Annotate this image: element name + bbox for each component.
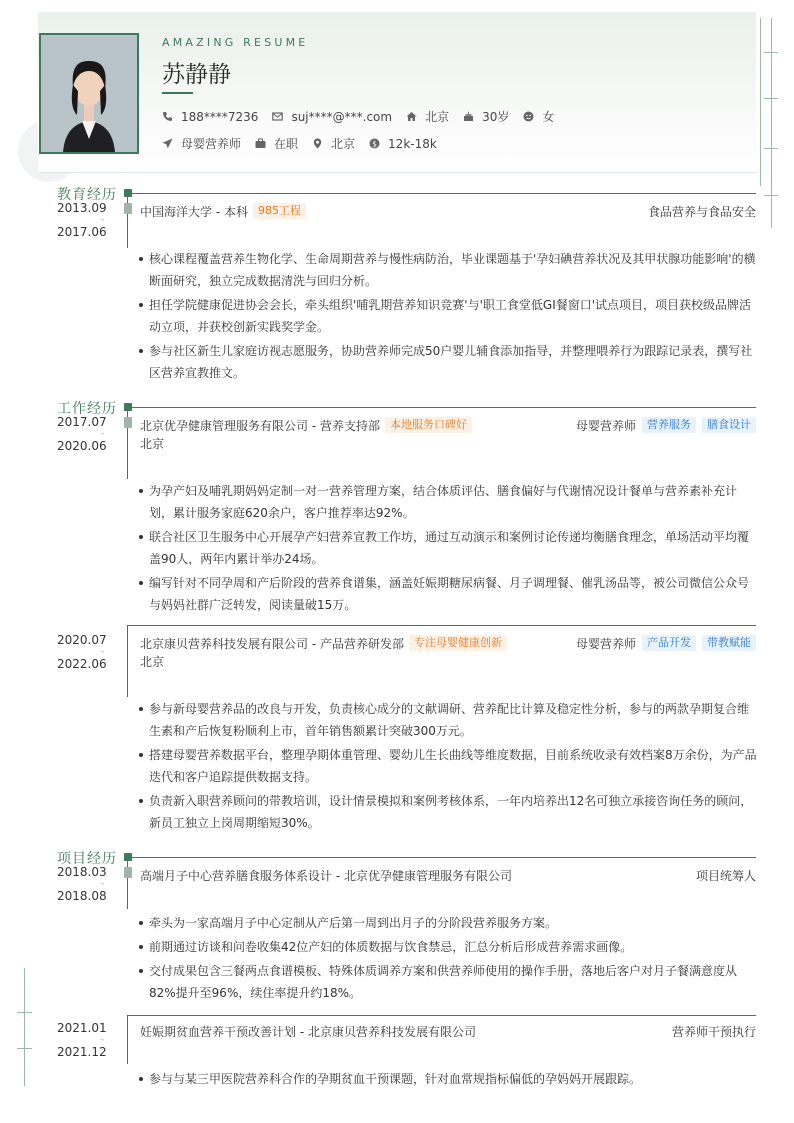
section-divider — [132, 857, 756, 858]
education-entry-header — [140, 202, 756, 220]
salary-item — [369, 137, 437, 151]
list-item: 搭建母婴营养数据平台，整理孕期体重管理、婴幼儿生长曲线等维度数据，目前系统收录有效档案8万余份，为产品迭代和客户追踪提供数据支持。 — [137, 744, 759, 788]
entry-divider — [128, 625, 756, 626]
end-date: 2017.06 — [57, 225, 107, 239]
decor-line — [771, 18, 772, 228]
project-name: 妊娠期贫血营养干预改善计划 - 北京康贝营养科技发展有限公司 — [140, 1024, 476, 1039]
svg-text:$: $ — [372, 139, 377, 149]
work-location: 北京 — [140, 655, 165, 669]
timeline-line — [127, 625, 128, 697]
send-icon — [162, 138, 173, 149]
start-date: 2013.09 — [57, 201, 107, 215]
mail-icon — [272, 111, 283, 122]
list-item: 前期通过访谈和问卷收集42位产妇的体质数据与饮食禁忌，汇总分析后形成营养需求画像。 — [137, 936, 759, 958]
section-marker — [124, 853, 132, 861]
gender-icon — [523, 111, 534, 122]
decor-tick — [17, 1048, 32, 1049]
age-item — [463, 108, 509, 125]
job-intent-text: 母婴营养师 — [181, 137, 242, 151]
company-name: 北京优孕健康管理服务有限公司 - 营养支持部 — [140, 418, 380, 433]
education-date — [57, 201, 107, 239]
list-item: 编写针对不同孕周和产后阶段的营养食谱集，涵盖妊娠期糖尿病餐、月子调理餐、催乳汤品等，被公司微信公众号与妈妈社群广泛转发，阅读量破15万。 — [137, 572, 759, 616]
list-item: 负责新入职营养顾问的带教培训，设计情景模拟和案例考核体系，一年内培养出12名可独立承接咨询任务的顾问，新员工独立上岗周期缩短30%。 — [137, 790, 759, 834]
education-section-title: 教育经历 — [57, 187, 117, 203]
company-tag: 本地服务口碑好 — [385, 417, 472, 433]
salary-text: 12k-18k — [388, 136, 437, 151]
city-item — [406, 108, 449, 125]
decor-line — [760, 18, 761, 186]
list-item: 联合社区卫生服务中心开展孕产妇营养宣教工作坊，通过互动演示和案例讨论传递均衡膳食理念，单场活动平均覆盖90人，两年内累计举办24场。 — [137, 526, 759, 570]
city-text: 北京 — [425, 110, 450, 124]
name-underline — [162, 92, 193, 94]
end-date: 2022.06 — [57, 657, 107, 671]
major-name: 食品营养与食品安全 — [647, 204, 756, 219]
date-dash: - — [100, 429, 104, 439]
home-icon — [406, 111, 417, 122]
work-entry-header — [140, 416, 756, 434]
entry-marker — [124, 867, 132, 878]
skill-tag: 膳食设计 — [702, 417, 756, 433]
project-section-title: 项目经历 — [57, 851, 117, 867]
education-bullets — [137, 248, 759, 386]
cake-icon — [463, 111, 474, 122]
contact-row — [162, 108, 568, 125]
work-date — [57, 633, 107, 671]
section-divider — [132, 407, 756, 408]
status-text: 在职 — [274, 137, 299, 151]
money-icon — [369, 138, 380, 149]
company-tag: 专注母婴健康创新 — [409, 635, 507, 651]
end-date: 2020.06 — [57, 439, 107, 453]
list-item: 为孕产妇及哺乳期妈妈定制一对一营养管理方案，结合体质评估、膳食偏好与代谢情况设计餐单与营养素补充计划，累计服务家庭620余户，客户推荐率达92%。 — [137, 480, 759, 524]
age-text: 30岁 — [482, 110, 510, 124]
phone-item — [162, 110, 258, 124]
list-item: 交付成果包含三餐两点食谱模板、特殊体质调养方案和供营养师使用的操作手册，落地后客户对月子餐满意度从82%提升至96%，续住率提升约18%。 — [137, 960, 759, 1004]
date-dash: - — [100, 647, 104, 657]
position-name: 母婴营养师 — [575, 636, 636, 651]
start-date: 2017.07 — [57, 415, 107, 429]
candidate-name: 苏静静 — [162, 62, 231, 88]
project-role: 营养师干预执行 — [671, 1024, 756, 1039]
email-text: suj****@***.com — [291, 109, 393, 124]
decor-tick — [17, 1012, 32, 1013]
decor-tick — [764, 148, 778, 149]
date-dash: - — [100, 879, 104, 889]
project-entry-header — [140, 866, 756, 884]
decor-tick — [764, 98, 778, 99]
skill-tag: 产品开发 — [642, 635, 696, 651]
list-item: 参与新母婴营养品的改良与开发，负责核心成分的文献调研、营养配比计算及稳定性分析，参与的两款孕期复合维生素和产后恢复粉顺利上市，首年销售额累计突破300万元。 — [137, 698, 759, 742]
project-bullets — [137, 1068, 759, 1092]
target-city-text: 北京 — [331, 137, 356, 151]
list-item: 参与社区新生儿家庭访视志愿服务，协助营养师完成50户婴儿辅食添加指导，并整理喂养行为跟踪记录表，撰写社区营养宣教推文。 — [137, 340, 759, 384]
work-entry-header — [140, 634, 756, 652]
brand-label: AMAZING RESUME — [162, 36, 309, 49]
phone-icon — [162, 111, 173, 122]
start-date: 2021.01 — [57, 1021, 107, 1035]
entry-marker — [124, 203, 132, 214]
work-location: 北京 — [140, 437, 165, 451]
work-section-title: 工作经历 — [57, 401, 117, 417]
gender-text: 女 — [542, 110, 555, 124]
project-date — [57, 1021, 107, 1059]
target-city-item — [312, 135, 355, 152]
project-bullets — [137, 912, 759, 1006]
section-marker — [124, 189, 132, 197]
project-entry-header — [140, 1022, 756, 1040]
phone-text: 188****7236 — [181, 109, 259, 124]
list-item: 核心课程覆盖营养生物化学、生命周期营养与慢性病防治，毕业课题基于'孕妇碘营养状况及其甲状腺功能影响'的横断面研究，独立完成数据清洗与回归分析。 — [137, 248, 759, 292]
decor-tick — [764, 52, 778, 53]
position-name: 母婴营养师 — [575, 418, 636, 433]
timeline-line — [127, 1015, 128, 1064]
company-name: 北京康贝营养科技发展有限公司 - 产品营养研发部 — [140, 636, 404, 651]
list-item: 担任学院健康促进协会会长，牵头组织'哺乳期营养知识竞赛'与'职工食堂低GI餐窗口'试点项目，项目获校级品牌活动立项，并获校创新实践奖学金。 — [137, 294, 759, 338]
list-item: 牵头为一家高端月子中心定制从产后第一周到出月子的分阶段营养服务方案。 — [137, 912, 759, 934]
project-date — [57, 865, 107, 903]
skill-tag: 带教赋能 — [702, 635, 756, 651]
status-item — [255, 135, 298, 152]
profile-photo — [39, 33, 139, 154]
school-tag: 985工程 — [253, 203, 306, 219]
intent-row — [162, 135, 451, 152]
section-divider — [132, 193, 756, 194]
start-date: 2018.03 — [57, 865, 107, 879]
entry-divider — [128, 1015, 756, 1016]
work-date — [57, 415, 107, 453]
section-marker — [124, 403, 132, 411]
project-role: 项目统筹人 — [695, 868, 756, 883]
work-bullets — [137, 480, 759, 618]
job-intent-item — [162, 135, 241, 152]
date-dash: - — [100, 1035, 104, 1045]
list-item: 参与与某三甲医院营养科合作的孕期贫血干预课题，针对血常规指标偏低的孕妈妈开展跟踪。 — [137, 1068, 759, 1090]
entry-marker — [124, 417, 132, 428]
end-date: 2018.08 — [57, 889, 107, 903]
date-dash: - — [100, 215, 104, 225]
work-bullets — [137, 698, 759, 836]
location-pin-icon — [312, 138, 323, 149]
start-date: 2020.07 — [57, 633, 107, 647]
skill-tag: 营养服务 — [642, 417, 696, 433]
decor-line — [24, 968, 25, 1086]
school-name: 中国海洋大学 - 本科 — [140, 204, 248, 219]
end-date: 2021.12 — [57, 1045, 107, 1059]
decor-tick — [764, 195, 778, 196]
briefcase-icon — [255, 138, 266, 149]
email-item — [272, 110, 392, 124]
project-name: 高端月子中心营养膳食服务体系设计 - 北京优孕健康管理服务有限公司 — [140, 868, 512, 883]
gender-item — [523, 108, 554, 125]
